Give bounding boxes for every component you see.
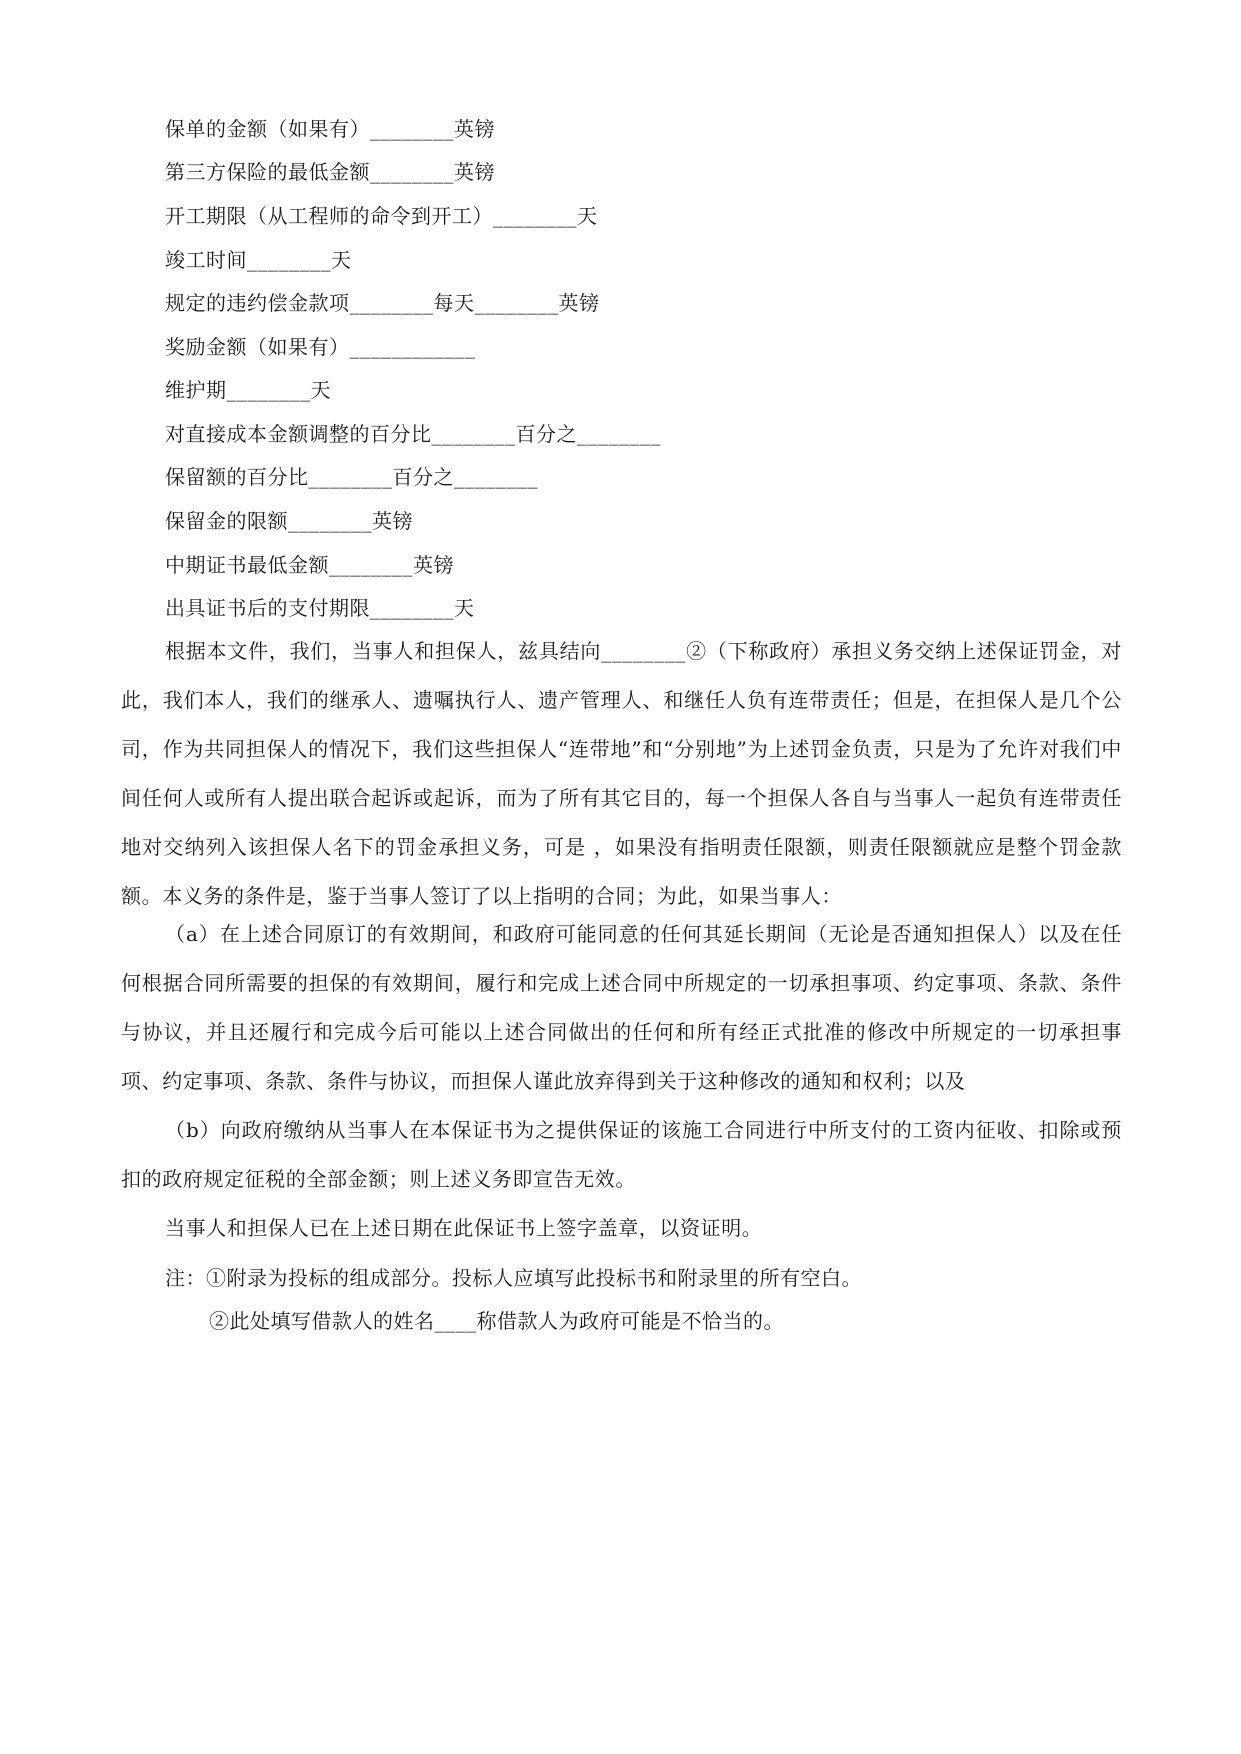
- schedule-line-retention-percentage: 保留额的百分比________百分之________: [165, 465, 538, 489]
- schedule-line-interim-certificate-minimum: 中期证书最低金额________英镑: [165, 553, 454, 577]
- schedule-line-payment-period: 出具证书后的支付期限________天: [165, 596, 475, 620]
- bond-obligation-paragraph: 根据本文件，我们，当事人和担保人，兹具结向________②（下称政府）承担义务交纳上述保证罚金，对此，我们本人，我们的继承人、遗嘱执行人、遗产管理人、和继任人负有连带责任；但是，在担保人是几个公司，作为共同担保人的情况下，我们这些担保人“连带地”和“分别地”为上述罚金负责，只是为了允许对我们中间任何人或所有人提出联合起诉或起诉，而为了所有其它目的，每一个担保人各自与当事人一起负有连带责任地对交纳列入该担保人名下的罚金承担义务，可是 ，如果没有指明责任限额，则责任限额就应是整个罚金款额。本义务的条件是，鉴于当事人签订了以上指明的合同；为此，如果当事人：: [121, 639, 1122, 908]
- condition-a-paragraph: （a）在上述合同原订的有效期间，和政府可能同意的任何其延长期间（无论是否通知担保人）以及在任何根据合同所需要的担保的有效期间，履行和完成上述合同中所规定的一切承担事项、约定事项、条款、条件与协议，并且还履行和完成今后可能以上述合同做出的任何和所有经正式批准的修改中所规定的一切承担事项、约定事项、条款、条件与协议，而担保人谨此放弃得到关于这种修改的通知和权利；以及: [121, 922, 1122, 1093]
- schedule-line-commencement-period: 开工期限（从工程师的命令到开工）________天: [165, 204, 598, 228]
- witness-paragraph: 当事人和担保人已在上述日期在此保证书上签字盖章，以资证明。: [165, 1216, 763, 1240]
- schedule-line-maintenance-period: 维护期________天: [165, 378, 331, 402]
- schedule-line-bonus-amount: 奖励金额（如果有）____________: [165, 335, 476, 359]
- footnote-2: ②此处填写借款人的姓名____称借款人为政府可能是不恰当的。: [209, 1309, 784, 1333]
- schedule-line-direct-cost-adjustment: 对直接成本金额调整的百分比________百分之________: [165, 422, 661, 446]
- schedule-line-third-party-insurance: 第三方保险的最低金额________英镑: [165, 160, 495, 184]
- schedule-line-policy-amount: 保单的金额（如果有）________英镑: [165, 117, 495, 141]
- schedule-line-retention-limit: 保留金的限额________英镑: [165, 509, 413, 533]
- condition-b-paragraph: （b）向政府缴纳从当事人在本保证书为之提供保证的该施工合同进行中所支付的工资内征收、扣除或预扣的政府规定征税的全部金额；则上述义务即宣告无效。: [121, 1118, 1122, 1191]
- footnote-1: 注：①附录为投标的组成部分。投标人应填写此投标书和附录里的所有空白。: [165, 1266, 862, 1290]
- schedule-line-liquidated-damages: 规定的违约偿金款项________每天________英镑: [165, 291, 600, 315]
- schedule-line-completion-time: 竣工时间________天: [165, 248, 352, 272]
